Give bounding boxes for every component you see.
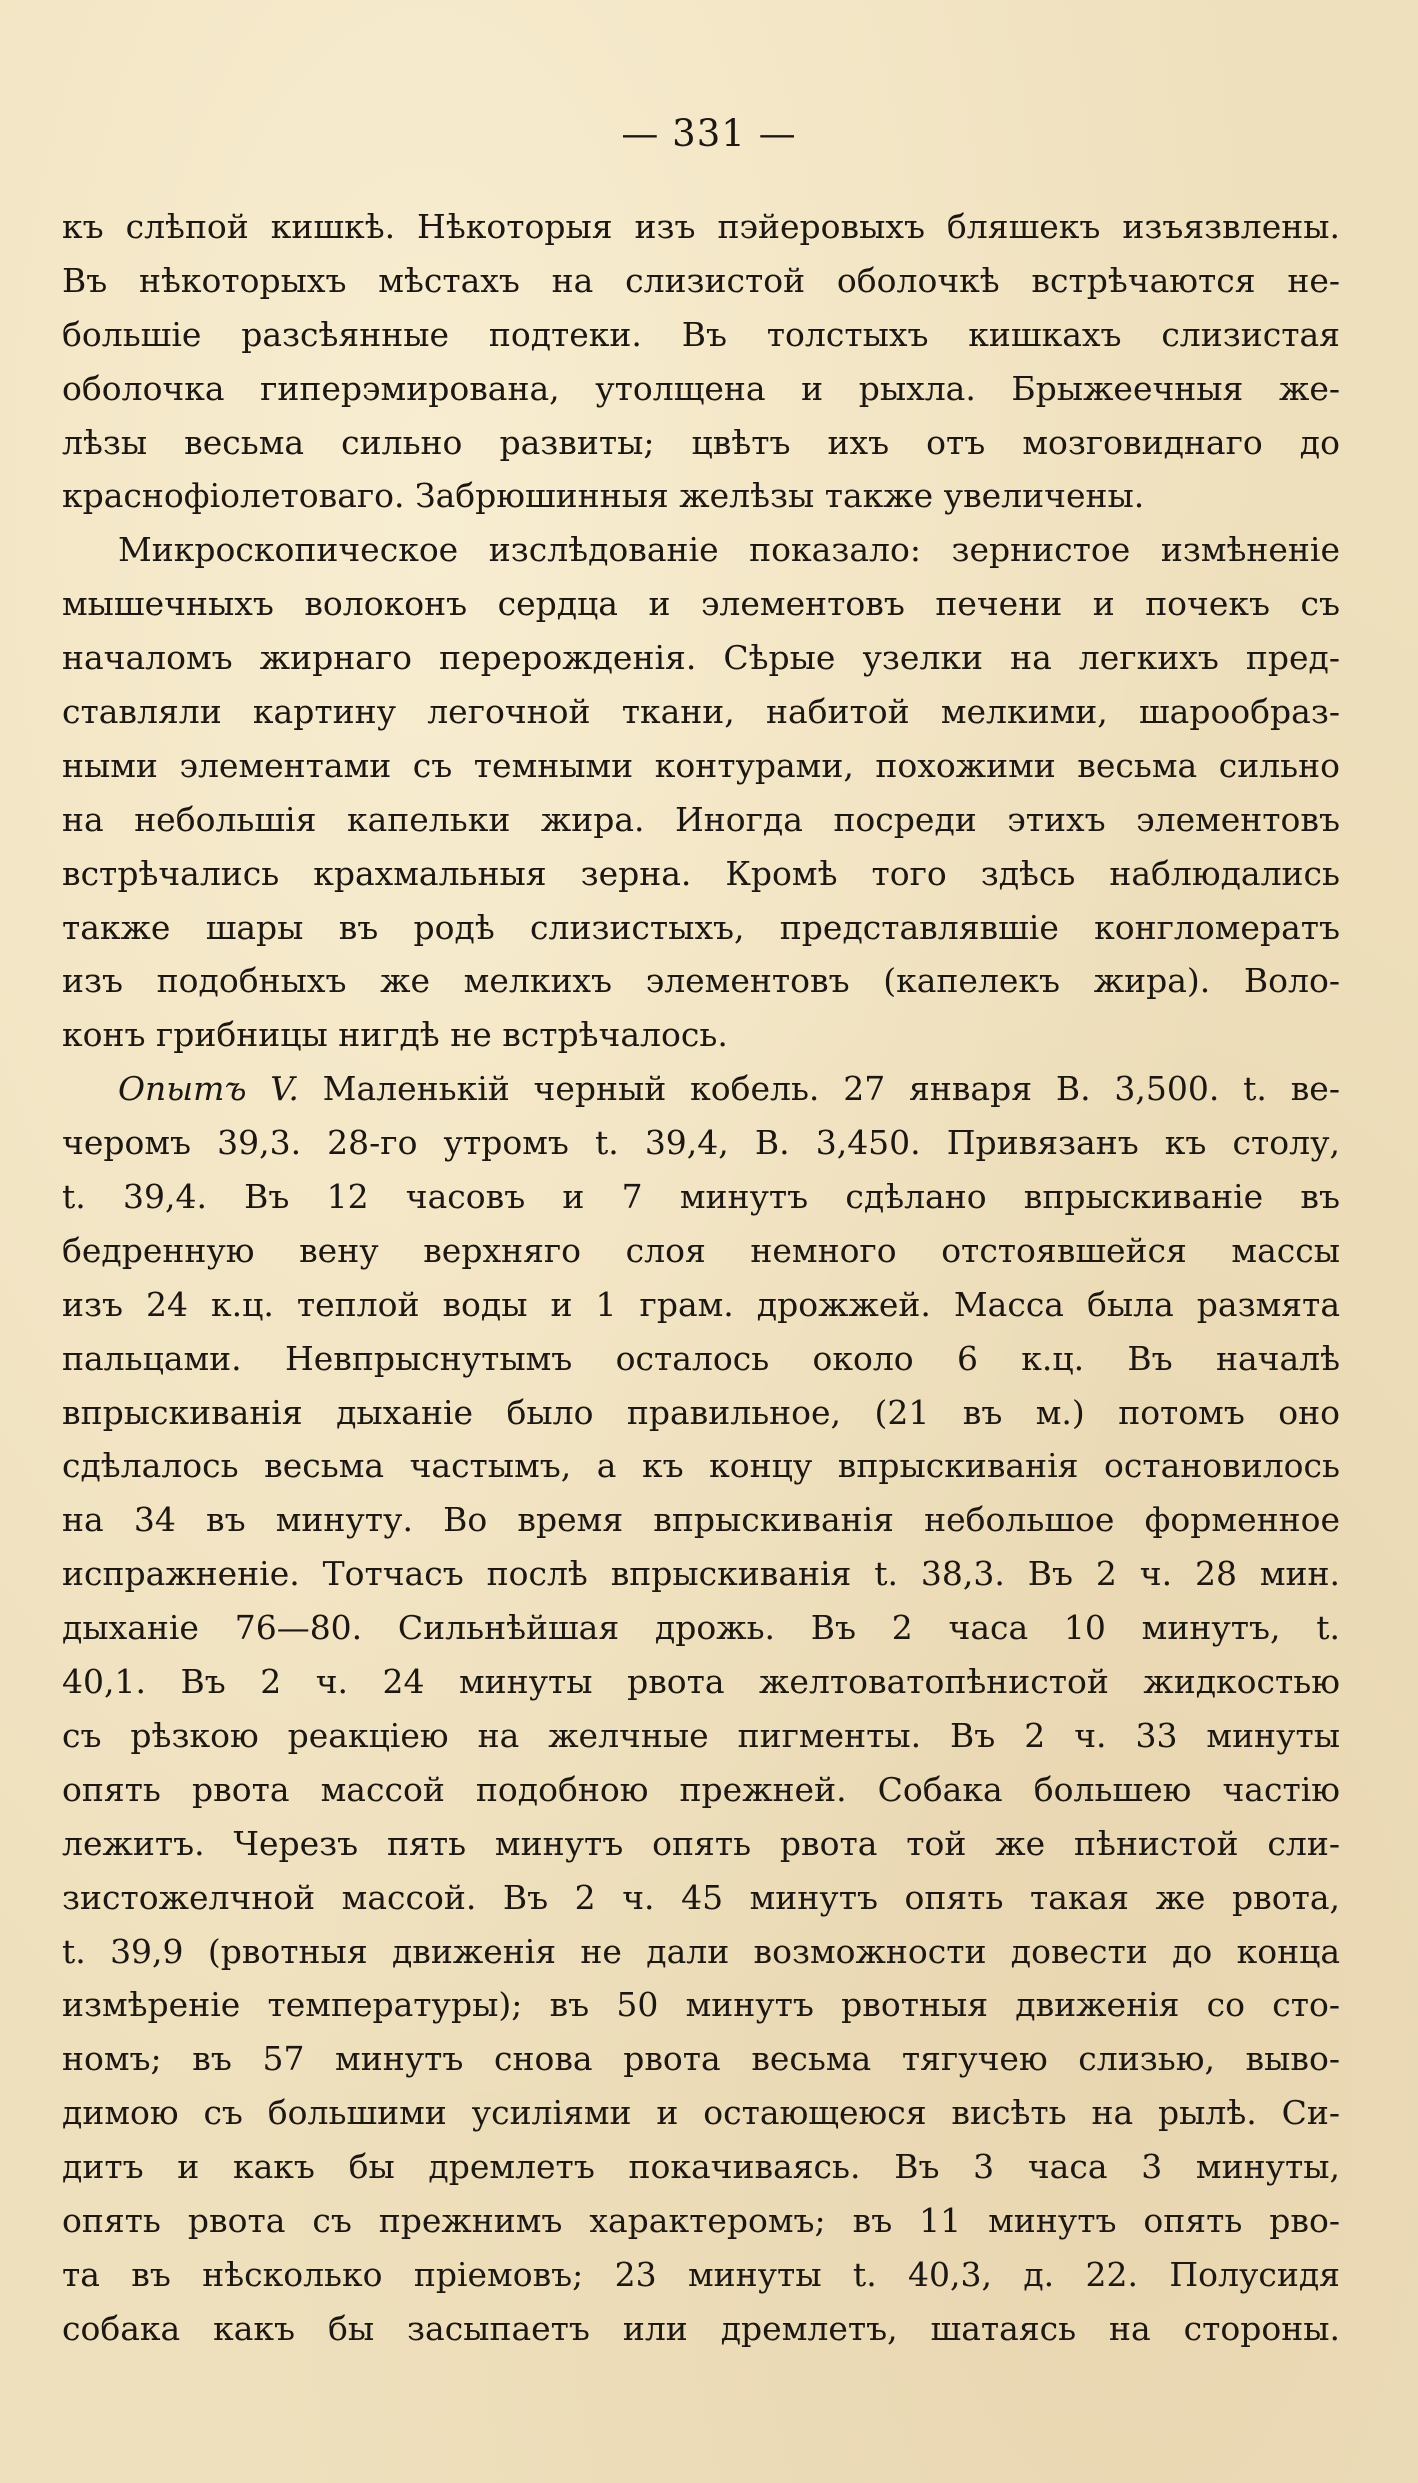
text-line: собака какъ бы засыпаетъ или дремлетъ, шатаясь на стороны. [62, 2308, 1340, 2348]
text-line: t. 39,9 (рвотныя движенія не дали возможности довести до конца [62, 1931, 1340, 1971]
text-line: дитъ и какъ бы дремлетъ покачиваясь. Въ 3 часа 3 минуты, [62, 2147, 1340, 2187]
text-line: измѣреніе температуры); въ 50 минутъ рвотныя движенія со сто- [62, 1985, 1340, 2025]
text-line: 40,1. Въ 2 ч. 24 минуты рвота желтоватопѣнистой жидкостью [62, 1662, 1340, 1702]
text-line: черомъ 39,3. 28-го утромъ t. 39,4, В. 3,450. Привязанъ къ столу, [62, 1123, 1340, 1163]
text-line: также шары въ родѣ слизистыхъ, представлявшіе конгломератъ [62, 907, 1340, 947]
text-line: лежитъ. Черезъ пять минутъ опять рвота той же пѣнистой сли- [62, 1823, 1340, 1863]
text-line: сдѣлалось весьма частымъ, а къ концу впрыскиванія остановилось [62, 1446, 1340, 1486]
text-line: ставляли картину легочной ткани, набитой мелкими, шарообраз- [62, 692, 1340, 732]
text-line: встрѣчались крахмальныя зерна. Кромѣ того здѣсь наблюдались [62, 853, 1340, 893]
text-line: пальцами. Невпрыснутымъ осталось около 6 к.ц. Въ началѣ [62, 1338, 1340, 1378]
text-line: краснофіолетоваго. Забрюшинныя желѣзы также увеличены. [62, 476, 1145, 516]
text-line-continuation: Маленькій черный кобель. 27 января В. 3,500. t. ве- [322, 1069, 1340, 1109]
text-line: изъ подобныхъ же мелкихъ элементовъ (капелекъ жира). Воло- [62, 961, 1340, 1001]
text-line: на небольшія капельки жира. Иногда посреди этихъ элементовъ [62, 799, 1340, 839]
text-line: изъ 24 к.ц. теплой воды и 1 грам. дрожжей. Масса была размята [62, 1284, 1340, 1324]
text-line: дыханіе 76—80. Сильнѣйшая дрожь. Въ 2 часа 10 минутъ, t. [62, 1608, 1340, 1648]
text-line: испражненіе. Тотчасъ послѣ впрыскиванія t. 38,3. Въ 2 ч. 28 мин. [62, 1554, 1340, 1594]
text-line: ными элементами съ темными контурами, похожими весьма сильно [62, 745, 1340, 785]
text-line: опять рвота съ прежнимъ характеромъ; въ 11 минутъ опять рво- [62, 2200, 1340, 2240]
text-line: мышечныхъ волоконъ сердца и элементовъ печени и почекъ съ [62, 584, 1340, 624]
text-line: бедренную вену верхняго слоя немного отстоявшейся массы [62, 1230, 1340, 1270]
text-line: t. 39,4. Въ 12 часовъ и 7 минутъ сдѣлано впрыскиваніе въ [62, 1177, 1340, 1217]
text-line: къ слѣпой кишкѣ. Нѣкоторыя изъ пэйеровыхъ бляшекъ изъязвлены. [62, 207, 1340, 246]
text-line: лѣзы весьма сильно развиты; цвѣтъ ихъ отъ мозговиднаго до [62, 422, 1340, 462]
text-line: конъ грибницы нигдѣ не встрѣчалось. [62, 1015, 728, 1055]
text-line: оболочка гиперэмирована, утолщена и рыхла. Брыжеечныя же- [62, 368, 1340, 408]
text-line: впрыскиванія дыханіе было правильное, (21 въ м.) потомъ оно [62, 1392, 1340, 1432]
experiment-label: Опытъ V. [118, 1069, 299, 1109]
text-line: съ рѣзкою реакціею на желчные пигменты. Въ 2 ч. 33 минуты [62, 1715, 1340, 1755]
text-line: зистожелчной массой. Въ 2 ч. 45 минутъ опять такая же рвота, [62, 1877, 1340, 1917]
text-line: на 34 въ минуту. Во время впрыскиванія небольшое форменное [62, 1500, 1340, 1540]
text-line: номъ; въ 57 минутъ снова рвота весьма тягучею слизью, выво- [62, 2039, 1340, 2079]
text-line: Въ нѣкоторыхъ мѣстахъ на слизистой оболочкѣ встрѣчаются не- [62, 260, 1340, 300]
body-text [62, 200, 1340, 2356]
text-line: Микроскопическое изслѣдованіе показало: зернистое измѣненіе [118, 530, 1340, 570]
text-line: та въ нѣсколько пріемовъ; 23 минуты t. 40,3, д. 22. Полусидя [62, 2254, 1340, 2294]
text-line: большіе разсѣянные подтеки. Въ толстыхъ кишкахъ слизистая [62, 314, 1340, 354]
text-line: опять рвота массой подобною прежней. Собака большею частію [62, 1769, 1340, 1809]
experiment-heading-line [62, 1062, 1340, 1116]
page-number: — 331 — [621, 112, 797, 155]
text-line: началомъ жирнаго перерожденія. Сѣрые узелки на легкихъ пред- [62, 638, 1340, 678]
text-line: димою съ большими усиліями и остающеюся висѣть на рылѣ. Си- [62, 2093, 1340, 2133]
